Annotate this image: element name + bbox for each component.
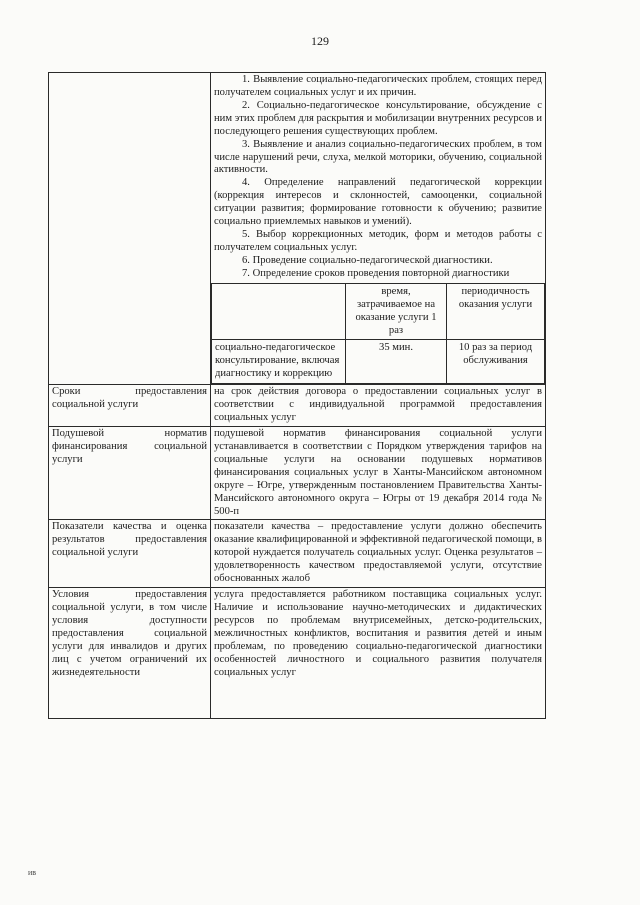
table-row: [49, 588, 546, 719]
sub-cell-service: социально-педагогическое консультирование, включая диагностику и коррекцию: [212, 340, 346, 384]
sub-table-row: [212, 340, 545, 384]
step-item: 2. Социально-педагогическое консультирование, обсуждение с ним этих проблем для раскрытия и мобилизации внутренних ресурсов и последующего решения существующих проблем.: [214, 99, 542, 137]
step-item: 6. Проведение социально-педагогической диагностики.: [242, 254, 493, 266]
row-text-terms: на срок действия договора о предоставлении социальных услуг в соответствии с индивидуальной программой предоставления социальных услуг: [211, 385, 546, 427]
service-standard-table: [48, 72, 546, 719]
sub-table-header-row: [212, 283, 545, 340]
row-label-quality: Показатели качества и оценка результатов предоставления социальной услуги: [49, 520, 211, 588]
empty-left-cell: [49, 73, 211, 385]
sub-cell-frequency: 10 раз за период обслуживания: [447, 340, 545, 384]
step-item: 4. Определение направлений педагогической коррекции (коррекция интересов и склонностей, самооценки, социальной ситуации развития; формирование готовности к обучению; развитие социально приемлемых навыков и умений).: [214, 177, 542, 228]
table-row-steps: [49, 73, 546, 385]
row-text-financing: подушевой норматив финансирования социальной услуги устанавливается в соответствии с Порядком утверждения тарифов на социальные услуги на основании подушевых нормативов финансирования социальных услуг в Ханты-Мансийском автономном округе – Югре, утвержденным постановлением Правительства Ханты-Мансийского автономного округа – Югры от 19 декабря 2014 года № 500-п: [211, 426, 546, 519]
sub-cell-time: 35 мин.: [346, 340, 447, 384]
step-item: 7. Определение сроков проведения повторной диагностики: [242, 267, 510, 279]
step-item: 1. Выявление социально-педагогических проблем, стоящих перед получателем социальных услуг и их причин.: [214, 74, 542, 98]
step-item: 3. Выявление и анализ социально-педагогических проблем, в том числе нарушений речи, слуха, мелкой моторики, обучению, социальной активности.: [214, 138, 542, 176]
step-item: 5. Выбор коррекционных методик, форм и методов работы с получателем социальных услуг.: [214, 229, 542, 253]
corner-mark: ив: [28, 868, 37, 877]
row-label-conditions: Условия предоставления социальной услуги, в том числе условия доступности предоставления социальной услуги для инвалидов и других лиц с учетом ограничений их жизнедеятельности: [49, 588, 211, 719]
row-text-conditions: услуга предоставляется работником поставщика социальных услуг. Наличие и использование научно-методических и дидактических ресурсов по проблемам внутрисемейных, детско-родительских, межличностных конфликтов, воспитания и развития детей и иным проблемам, по проведению социально-педагогической диагностики особенностей личностного и социального развития получателя социальных услуг: [211, 588, 546, 719]
time-frequency-table: [211, 283, 545, 384]
row-label-terms: Сроки предоставления социальной услуги: [49, 385, 211, 427]
row-text-quality: показатели качества – предоставление услуги должно обеспечить оказание квалифицированной и эффективной педагогической помощи, в которой нуждается получатель социальных услуг. Оценка результатов – удовлетворенность качеством предоставляемой услуги, отсутствие обоснованных жалоб: [211, 520, 546, 588]
page-number: 129: [311, 34, 329, 48]
table-row: [49, 520, 546, 588]
row-label-financing: Подушевой норматив финансирования социальной услуги: [49, 426, 211, 519]
sub-header-service: [212, 283, 346, 340]
sub-header-time: время, затрачиваемое на оказание услуги 1 раз: [346, 283, 447, 340]
sub-header-frequency: периодичность оказания услуги: [447, 283, 545, 340]
steps-cell: [211, 73, 546, 385]
table-row: [49, 426, 546, 519]
table-row: [49, 385, 546, 427]
